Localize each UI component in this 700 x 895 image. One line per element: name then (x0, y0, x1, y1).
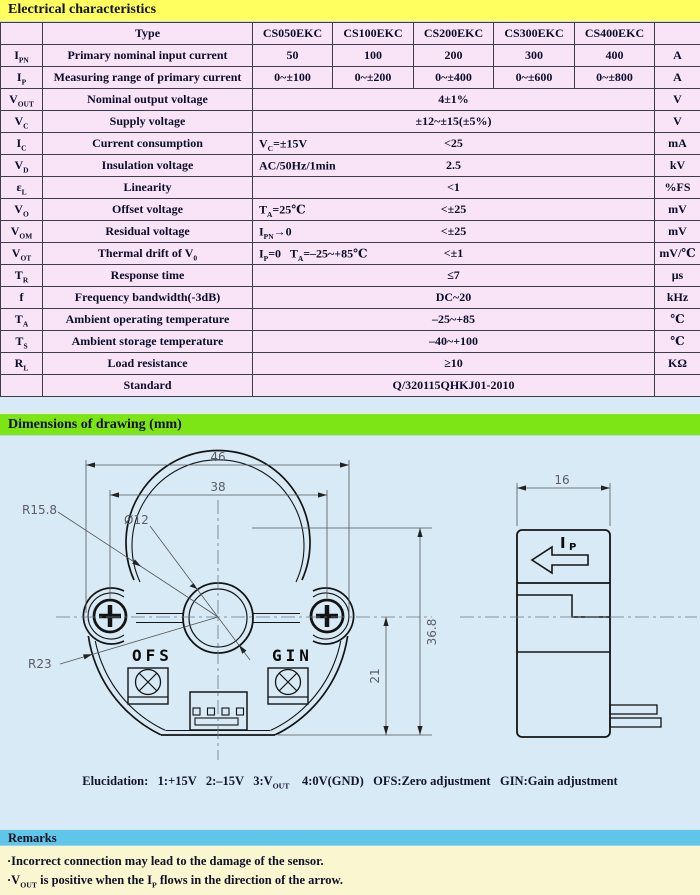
ip-label: I (560, 534, 566, 552)
param-cell: Thermal drift of $V_0$ (43, 243, 253, 265)
elucidation-line: Elucidation: 1:+15V 2:–15V $3:V_{OUT}$ 4:0V(GND) OFS:Zero adjustment GIN:Gain adjustment (82, 774, 618, 791)
type-cell: CS050EKC (253, 23, 333, 45)
symbol-cell: $V_C$ (1, 111, 43, 133)
symbol-cell: $I_{PN}$ (1, 45, 43, 67)
unit-cell: mV (655, 199, 700, 221)
unit-cell: kHz (655, 287, 700, 309)
spec-row (1, 155, 700, 177)
value-cell: 100 (333, 45, 414, 67)
connector (190, 692, 247, 730)
condition: $V_C=\pm 15V$ (259, 136, 308, 153)
type-cell: CS200EKC (414, 23, 494, 45)
spec-row (1, 45, 700, 67)
value-cell: Q/320115QHKJ01-2010 (253, 375, 655, 397)
unit-cell: mA (655, 133, 700, 155)
spec-row (1, 287, 700, 309)
value-cell: DC~20 (253, 287, 655, 309)
condition: $I_{PN}\to 0$ (259, 224, 292, 241)
param-cell: Load resistance (43, 353, 253, 375)
spec-table (0, 22, 700, 397)
param-cell: Insulation voltage (43, 155, 253, 177)
spec-table-wrap (0, 22, 700, 413)
spec-row (1, 177, 700, 199)
condition: $I_P=0$ $T_A=-25\sim+85℃$ (259, 246, 368, 263)
symbol-cell: f (1, 287, 43, 309)
output-pins (610, 705, 661, 727)
spec-row (1, 199, 700, 221)
spec-header-row (1, 23, 700, 45)
type-cell: CS400EKC (575, 23, 655, 45)
symbol-cell: $R_L$ (1, 353, 43, 375)
remark-line: ·Incorrect connection may lead to the damage of the sensor. (7, 854, 324, 868)
symbol-cell: $V_{OT}$ (1, 243, 43, 265)
value-cell (253, 199, 655, 221)
value-cell: 400 (575, 45, 655, 67)
dim-21-label: 21 (368, 668, 382, 684)
spec-row (1, 243, 700, 265)
value-cell: 0~±100 (253, 67, 333, 89)
value: <±25 (440, 224, 467, 238)
unit-cell: ℃ (655, 331, 700, 353)
dimension-drawing (0, 436, 700, 829)
value-cell: 0~±600 (494, 67, 575, 89)
unit-cell: A (655, 45, 700, 67)
spec-row (1, 111, 700, 133)
value-cell (253, 243, 655, 265)
type-cell: CS100EKC (333, 23, 414, 45)
symbol-cell: $V_{OM}$ (1, 221, 43, 243)
spec-row (1, 375, 700, 397)
param-cell: Supply voltage (43, 111, 253, 133)
unit-cell: V (655, 111, 700, 133)
param-cell: Measuring range of primary current (43, 67, 253, 89)
symbol-cell: $T_R$ (1, 265, 43, 287)
value-cell (253, 221, 655, 243)
param-cell: Linearity (43, 177, 253, 199)
value-cell: 50 (253, 45, 333, 67)
dim-368-label: 36.8 (425, 618, 439, 646)
symbol-cell: $V_O$ (1, 199, 43, 221)
condition: AC/50Hz/1min (259, 158, 336, 172)
param-cell: Primary nominal input current (43, 45, 253, 67)
param-cell: Current consumption (43, 133, 253, 155)
spec-row (1, 133, 700, 155)
value: 2.5 (446, 158, 461, 172)
value-cell: ±12~±15(±5%) (253, 111, 655, 133)
symbol-cell (1, 375, 43, 397)
dim-46-label: 46 (210, 450, 226, 464)
unit-cell: V (655, 89, 700, 111)
technical-drawing-svg (0, 436, 700, 829)
unit-cell: mV (655, 221, 700, 243)
value-cell: 4±1% (253, 89, 655, 111)
symbol-cell: $T_A$ (1, 309, 43, 331)
type-cell: CS300EKC (494, 23, 575, 45)
gin-label: GIN (272, 646, 313, 665)
unit-cell: ℃ (655, 309, 700, 331)
value-cell (253, 155, 655, 177)
param-cell: Offset voltage (43, 199, 253, 221)
condition: $T_A=25℃$ (259, 202, 306, 219)
spec-row (1, 309, 700, 331)
value-cell: 0~±400 (414, 67, 494, 89)
spec-row (1, 67, 700, 89)
param-cell: Nominal output voltage (43, 89, 253, 111)
param-cell: Ambient storage temperature (43, 331, 253, 353)
symbol-cell (1, 23, 43, 45)
param-cell: Frequency bandwidth(-3dB) (43, 287, 253, 309)
unit-cell (655, 23, 700, 45)
value-cell: 0~±800 (575, 67, 655, 89)
value-cell: <1 (253, 177, 655, 199)
value-cell: ≤7 (253, 265, 655, 287)
param-cell: Standard (43, 375, 253, 397)
unit-cell: μs (655, 265, 700, 287)
gin-potentiometer (268, 668, 308, 704)
ip-label-sub: P (569, 542, 577, 553)
remarks-section (0, 846, 700, 895)
spec-row (1, 221, 700, 243)
value-cell: –25~+85 (253, 309, 655, 331)
param-cell: Response time (43, 265, 253, 287)
symbol-cell: $T_S$ (1, 331, 43, 353)
value-cell: –40~+100 (253, 331, 655, 353)
unit-cell: KΩ (655, 353, 700, 375)
value: <25 (444, 136, 463, 150)
dim-16-label: 16 (554, 473, 570, 487)
unit-cell: A (655, 67, 700, 89)
unit-cell: %FS (655, 177, 700, 199)
symbol-cell: $V_{OUT}$ (1, 89, 43, 111)
unit-cell (655, 375, 700, 397)
spec-row (1, 89, 700, 111)
value: <±25 (440, 202, 467, 216)
param-cell: Ambient operating temperature (43, 309, 253, 331)
symbol-cell: $I_P$ (1, 67, 43, 89)
value: <±1 (443, 246, 464, 260)
value-cell: 300 (494, 45, 575, 67)
spec-row (1, 353, 700, 375)
value-cell: 0~±200 (333, 67, 414, 89)
symbol-cell: $\varepsilon_L$ (1, 177, 43, 199)
dim-r15-label: R15.8 (22, 503, 58, 517)
section-header-dimensions: Dimensions of drawing (mm) (0, 413, 700, 436)
symbol-cell: $I_C$ (1, 133, 43, 155)
section-header-remarks: Remarks (0, 829, 700, 846)
value-cell: ≥10 (253, 353, 655, 375)
value-cell (253, 133, 655, 155)
ofs-label: OFS (132, 646, 173, 665)
value-cell: 200 (414, 45, 494, 67)
screw-left (94, 600, 126, 632)
front-view (56, 450, 432, 760)
spec-row (1, 331, 700, 353)
unit-cell: mV/℃ (655, 243, 700, 265)
unit-cell: kV (655, 155, 700, 177)
param-cell: Residual voltage (43, 221, 253, 243)
section-header-electrical: Electrical characteristics (0, 0, 700, 22)
remark-line: $\cdot V_{OUT}$ is positive when the $I_P$ flows in the direction of the arrow. (7, 873, 344, 890)
side-view (460, 473, 697, 737)
dim-r23-label: R23 (28, 657, 52, 671)
spec-row (1, 265, 700, 287)
param-cell: Type (43, 23, 253, 45)
dim-hole-label: Ø12 (124, 513, 149, 527)
ofs-potentiometer (128, 668, 168, 704)
dim-38-label: 38 (210, 480, 226, 494)
screw-right (311, 600, 343, 632)
symbol-cell: $V_D$ (1, 155, 43, 177)
